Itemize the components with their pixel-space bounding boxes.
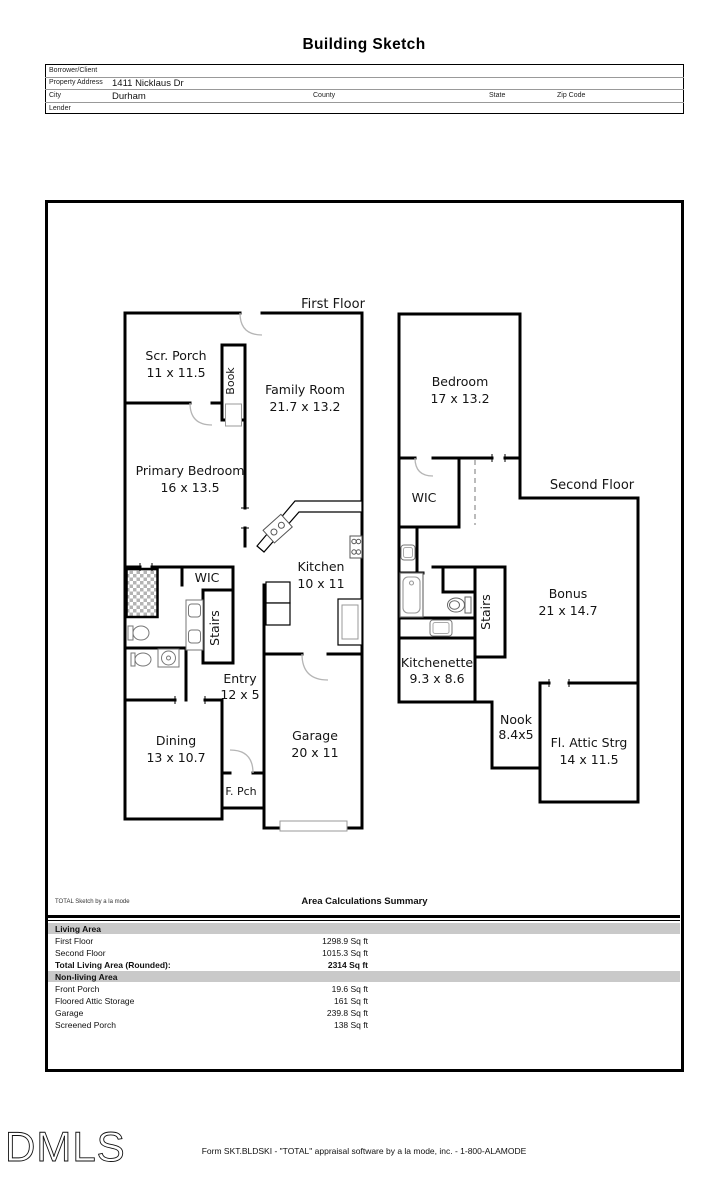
first-floor-plan: [125, 297, 366, 831]
living-section-header: Living Area: [55, 924, 101, 934]
room-label-bonus: Bonus: [548, 586, 588, 601]
toilet: [448, 597, 472, 613]
room-label-kitchenette: Kitchenette: [400, 655, 474, 670]
summary-row-label: Screened Porch: [55, 1020, 116, 1030]
room-label-stairs-second: Stairs: [478, 594, 493, 630]
summary-rule: [48, 915, 680, 918]
shower: [127, 569, 158, 617]
room-dims-kitchen: 10 x 11: [297, 576, 345, 591]
borrower-label: Borrower/Client: [49, 67, 98, 74]
room-dims-garage: 20 x 11: [291, 745, 339, 760]
door-arc-bedroom: [415, 458, 433, 476]
summary-row-value: 1015.3 Sq ft: [322, 948, 368, 958]
first-floor-title: First Floor: [301, 297, 365, 312]
room-label-kitchen: Kitchen: [297, 559, 345, 574]
summary-row-label: Floored Attic Storage: [55, 996, 135, 1006]
form-row-divider: [45, 102, 684, 103]
page-title: Building Sketch: [302, 36, 426, 53]
room-label-primary-bedroom: Primary Bedroom: [135, 463, 245, 478]
room-dims-bedroom: 17 x 13.2: [430, 391, 490, 406]
room-label-attic-storage: Fl. Attic Strg: [550, 735, 628, 750]
dmls-logo-text: DMLS: [5, 1123, 126, 1170]
room-label-wic-second: WIC: [411, 490, 437, 505]
property-address-label: Property Address: [49, 79, 103, 86]
room-label-nook: Nook: [500, 712, 532, 727]
summary-row-value: 1298.9 Sq ft: [322, 936, 368, 946]
room-label-scr-porch: Scr. Porch: [145, 348, 207, 363]
summary-row-label: Front Porch: [55, 984, 100, 994]
bathtub: [400, 573, 423, 617]
room-label-stairs-first: Stairs: [207, 610, 222, 646]
room-label-dining: Dining: [155, 733, 197, 748]
total-living-label: Total Living Area (Rounded):: [55, 960, 171, 970]
room-label-entry: Entry: [223, 671, 257, 686]
summary-row-value: 138 Sq ft: [333, 1020, 368, 1030]
room-dims-primary-bedroom: 16 x 13.5: [160, 480, 220, 495]
summary-rule: [48, 920, 680, 921]
room-dims-attic-storage: 14 x 11.5: [559, 752, 619, 767]
county-label: County: [313, 91, 336, 99]
garage-door: [280, 821, 347, 831]
summary-row-value: 239.8 Sq ft: [326, 1008, 368, 1018]
cabinet: [226, 404, 242, 426]
vanity-sink: [430, 620, 452, 636]
room-label-family-room: Family Room: [265, 382, 345, 397]
city-value: Durham: [112, 90, 146, 102]
room-dims-nook: 8.4x5: [498, 727, 534, 742]
form-footer-line: Form SKT.BLDSKI - "TOTAL" appraisal software by a la mode, inc. - 1-800-ALAMODE: [201, 1146, 527, 1156]
wall-sink: [401, 545, 415, 560]
room-label-garage: Garage: [292, 728, 338, 743]
zip-label: Zip Code: [557, 91, 586, 99]
total-living-value: 2314 Sq ft: [327, 960, 368, 970]
room-label-bedroom: Bedroom: [431, 374, 489, 389]
lender-label: Lender: [49, 104, 71, 112]
room-label-wic-first: WIC: [194, 570, 220, 585]
second-floor-plan: [399, 314, 638, 802]
living-area-band: [48, 923, 680, 934]
room-dims-bonus: 21 x 14.7: [538, 603, 598, 618]
range: [350, 536, 362, 558]
summary-row-label: Second Floor: [55, 948, 106, 958]
pantry: [266, 582, 290, 625]
room-dims-dining: 13 x 10.7: [146, 750, 206, 765]
summary-row-label: First Floor: [55, 936, 94, 946]
nonliving-section-header: Non-living Area: [55, 972, 118, 982]
summary-row-value: 19.6 Sq ft: [331, 984, 368, 994]
floor-plan-drawing: [45, 200, 684, 900]
room-dims-family-room: 21.7 x 13.2: [269, 399, 341, 414]
city-label: City: [49, 91, 62, 99]
room-dims-kitchenette: 9.3 x 8.6: [409, 671, 465, 686]
toilet: [131, 653, 151, 666]
room-dims-entry: 12 x 5: [220, 687, 260, 702]
area-summary-title: Area Calculations Summary: [301, 896, 428, 907]
room-dims-scr-porch: 11 x 11.5: [146, 365, 206, 380]
refrigerator: [338, 599, 362, 645]
room-label-front-porch: F. Pch: [225, 785, 257, 798]
double-vanity: [186, 600, 203, 650]
round-sink: [158, 649, 179, 667]
state-label: State: [489, 91, 506, 99]
summary-row-label: Garage: [55, 1008, 84, 1018]
summary-row-value: 161 Sq ft: [333, 996, 368, 1006]
second-floor-title: Second Floor: [549, 478, 635, 493]
room-label-book: Book: [224, 367, 237, 395]
toilet: [128, 626, 149, 640]
property-address-value: 1411 Nicklaus Dr: [112, 77, 184, 89]
sketch-watermark: TOTAL Sketch by a la mode: [55, 899, 130, 905]
nonliving-area-band: [48, 971, 680, 982]
